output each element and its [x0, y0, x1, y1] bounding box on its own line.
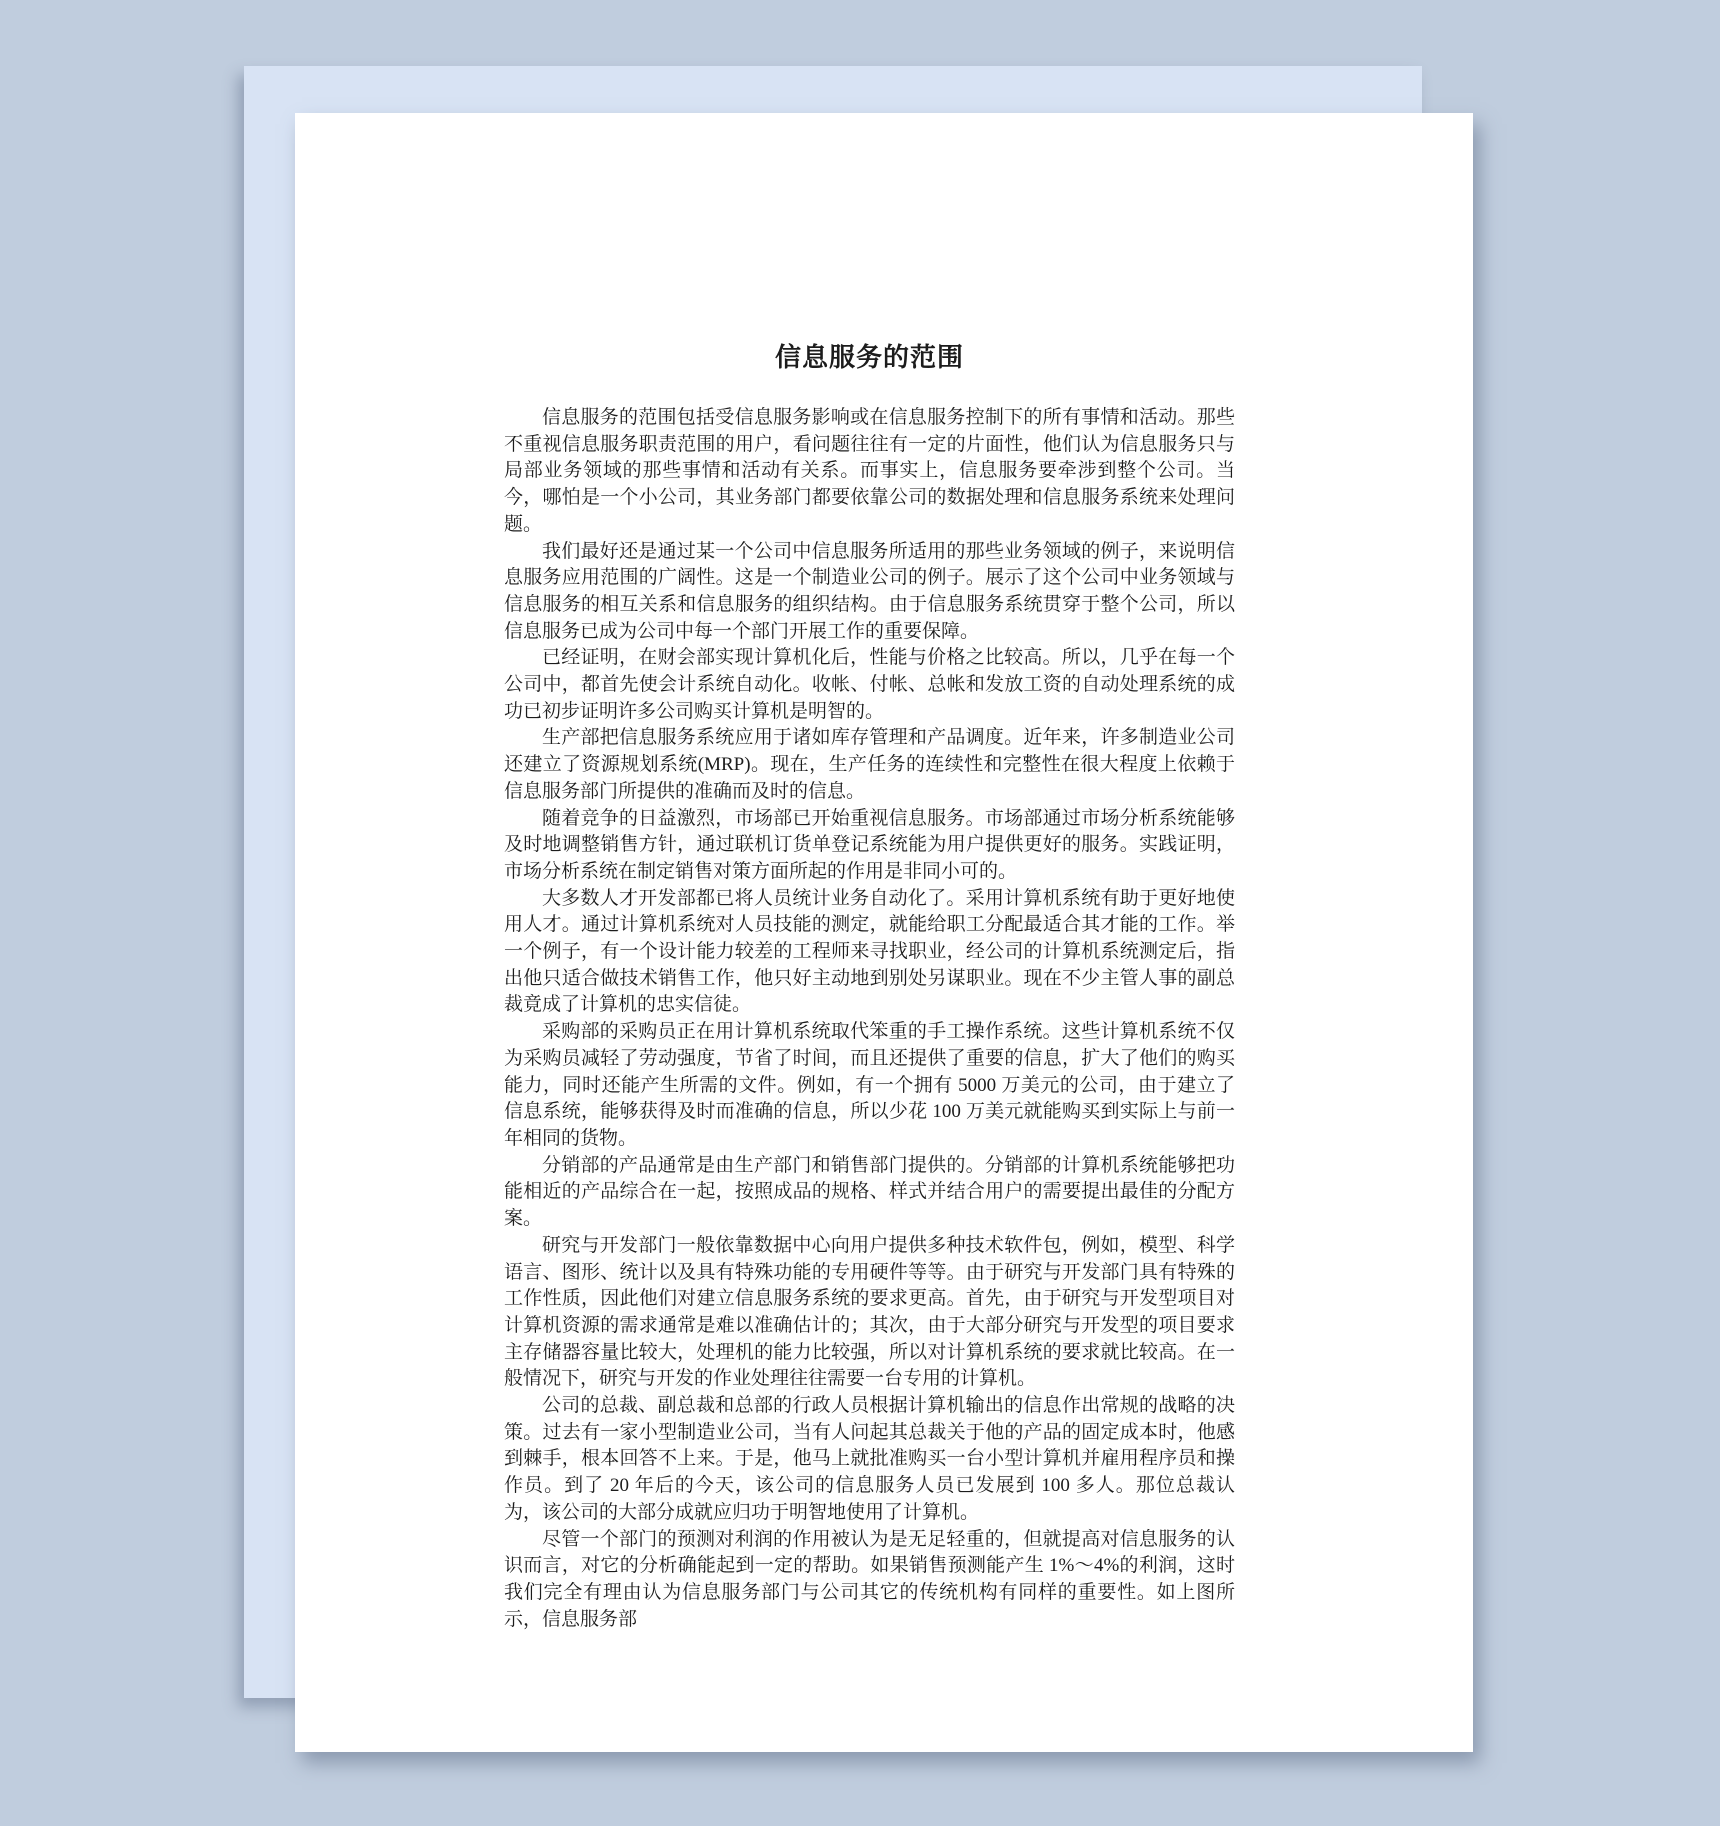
paragraph: 生产部把信息服务系统应用于诸如库存管理和产品调度。近年来，许多制造业公司还建立了资源规划系统(MRP)。现在，生产任务的连续性和完整性在很大程度上依赖于信息服务部门所提供的准确而及时的信息。	[504, 727, 1235, 802]
paragraph: 随着竞争的日益激烈，市场部已开始重视信息服务。市场部通过市场分析系统能够及时地调整销售方针，通过联机订货单登记系统能为用户提供更好的服务。实践证明，市场分析系统在制定销售对策方面所起的作用是非同小可的。	[504, 807, 1235, 882]
paragraph: 我们最好还是通过某一个公司中信息服务所适用的那些业务领域的例子，来说明信息服务应用范围的广阔性。这是一个制造业公司的例子。展示了这个公司中业务领域与信息服务的相互关系和信息服务的组织结构。由于信息服务系统贯穿于整个公司，所以信息服务已成为公司中每一个部门开展工作的重要保障。	[504, 540, 1235, 642]
paragraph: 大多数人才开发部都已将人员统计业务自动化了。采用计算机系统有助于更好地使用人才。通过计算机系统对人员技能的测定，就能给职工分配最适合其才能的工作。举一个例子，有一个设计能力较差的工程师来寻找职业，经公司的计算机系统测定后，指出他只适合做技术销售工作，他只好主动地到别处另谋职业。现在不少主管人事的副总裁竟成了计算机的忠实信徒。	[504, 887, 1235, 1016]
document-title: 信息服务的范围	[774, 342, 964, 372]
paragraph: 分销部的产品通常是由生产部门和销售部门提供的。分销部的计算机系统能够把功能相近的产品综合在一起，按照成品的规格、样式并结合用户的需要提出最佳的分配方案。	[504, 1154, 1235, 1230]
paragraph: 尽管一个部门的预测对利润的作用被认为是无足轻重的，但就提高对信息服务的认识而言，对它的分析确能起到一定的帮助。如果销售预测能产生 1%～4%的利润，这时我们完全有理由认为信息服务部门与公司其它的传统机构有同样的重要性。如上图所示，信息服务部	[504, 1528, 1235, 1630]
paragraph: 研究与开发部门一般依靠数据中心向用户提供多种技术软件包，例如，模型、科学语言、图形、统计以及具有特殊功能的专用硬件等等。由于研究与开发部门具有特殊的工作性质，因此他们对建立信息服务系统的要求更高。首先，由于研究与开发型项目对计算机资源的需求通常是难以准确估计的；其次，由于大部分研究与开发型的项目要求主存储器容量比较大，处理机的能力比较强，所以对计算机系统的要求就比较高。在一般情况下，研究与开发的作业处理往往需要一台专用的计算机。	[504, 1234, 1235, 1390]
paragraph: 已经证明，在财会部实现计算机化后，性能与价格之比较高。所以，几乎在每一个公司中，都首先使会计系统自动化。收帐、付帐、总帐和发放工资的自动处理系统的成功已初步证明许多公司购买计算机是明智的。	[504, 647, 1235, 722]
paragraph: 信息服务的范围包括受信息服务影响或在信息服务控制下的所有事情和活动。那些不重视信息服务职责范围的用户，看问题往往有一定的片面性，他们认为信息服务只与局部业务领域的那些事情和活动有关系。而事实上，信息服务要牵涉到整个公司。当今，哪怕是一个小公司，其业务部门都要依靠公司的数据处理和信息服务系统来处理问题。	[504, 407, 1235, 535]
paragraph: 采购部的采购员正在用计算机系统取代笨重的手工操作系统。这些计算机系统不仅为采购员减轻了劳动强度，节省了时间，而且还提供了重要的信息，扩大了他们的购买能力，同时还能产生所需的文件。例如，有一个拥有 5000 万美元的公司，由于建立了信息系统，能够获得及时而准确的信息，所以少花 100 万美元就能购买到实际上与前一年相同的货物。	[504, 1021, 1235, 1149]
paragraph: 公司的总裁、副总裁和总部的行政人员根据计算机输出的信息作出常规的战略的决策。过去有一家小型制造业公司，当有人问起其总裁关于他的产品的固定成本时，他感到棘手，根本回答不上来。于是，他马上就批准购买一台小型计算机并雇用程序员和操作员。到了 20 年后的今天，该公司的信息服务人员已发展到 100 多人。那位总裁认为，该公司的大部分成就应归功于明智地使用了计算机。	[504, 1395, 1235, 1523]
document-page	[295, 113, 1473, 1752]
document-body	[504, 405, 1235, 1633]
